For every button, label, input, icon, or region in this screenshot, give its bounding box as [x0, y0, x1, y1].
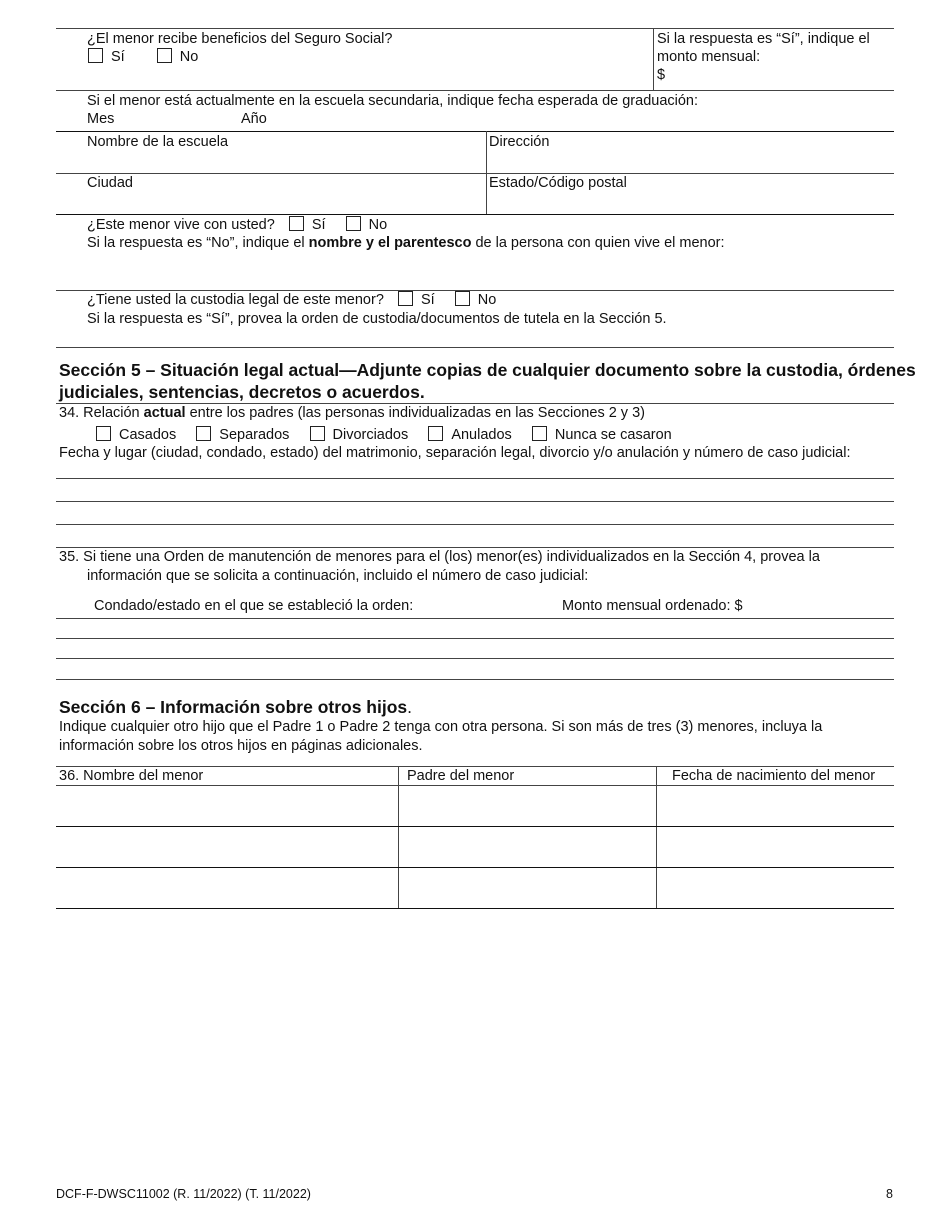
table-cell-child-name[interactable]	[56, 869, 398, 908]
ss-no-checkbox[interactable]	[157, 48, 172, 63]
lives-with-row	[87, 216, 387, 234]
custody-question: ¿Tiene usted la custodia legal de este menor?	[87, 292, 384, 308]
row-divider	[56, 214, 894, 215]
support-order-line[interactable]	[56, 618, 894, 619]
section6-title	[59, 696, 412, 718]
row-divider	[56, 347, 894, 348]
ss-yes-checkbox[interactable]	[88, 48, 103, 63]
ss-no-label: No	[179, 49, 199, 65]
custody-row	[87, 291, 496, 309]
custody-yes-checkbox[interactable]	[398, 291, 413, 306]
custody-no-checkbox[interactable]	[455, 291, 470, 306]
q34-label	[59, 404, 645, 422]
column-header-child-name: 36. Nombre del menor	[59, 768, 204, 784]
section6-title-text: Sección 6 – Información sobre otros hijos	[59, 697, 408, 717]
option-separados-checkbox[interactable]	[196, 426, 211, 441]
page-number: 8	[886, 1187, 893, 1201]
custody-no-label: No	[477, 292, 497, 308]
section6-desc-line1: Indique cualquier otro hijo que el Padre 1 o Padre 2 tenga con otra persona. Si son más de tres (3) menores, incluya la	[59, 719, 823, 735]
custody-yes-label: Sí	[420, 292, 435, 308]
graduation-month-field[interactable]: Mes	[87, 111, 115, 127]
option-divorciados-checkbox[interactable]	[310, 426, 325, 441]
monthly-ordered-field[interactable]: Monto mensual ordenado: $	[562, 598, 743, 614]
high-school-question: Si el menor está actualmente en la escuela secundaria, indique fecha esperada de graduación:	[87, 93, 699, 109]
table-row-border	[56, 867, 894, 868]
support-order-line[interactable]	[56, 679, 894, 680]
option-label: Separados	[219, 427, 290, 443]
followup-text: Si la respuesta es “No”, indique el	[87, 235, 309, 251]
table-cell-parent[interactable]	[399, 869, 656, 908]
lives-with-followup	[87, 234, 725, 252]
table-cell-parent[interactable]	[399, 786, 656, 826]
county-state-field[interactable]: Condado/estado en el que se estableció la orden:	[94, 598, 414, 614]
table-row-border	[56, 826, 894, 827]
table-cell-parent[interactable]	[399, 828, 656, 867]
q35-line1: 35. Si tiene una Orden de manutención de menores para el (los) menor(es) individualizados en la Sección 4, provea la	[59, 549, 820, 565]
table-cell-birthdate[interactable]	[657, 786, 894, 826]
marriage-details-line[interactable]	[56, 478, 894, 479]
q34-bold: actual	[143, 405, 186, 421]
section5-title-line2: judiciales, sentencias, decretos o acuerdos.	[59, 382, 425, 402]
row-divider	[56, 131, 894, 132]
marriage-details-line[interactable]	[56, 524, 894, 525]
option-anulados-checkbox[interactable]	[428, 426, 443, 441]
form-id: DCF-F-DWSC11002 (R. 11/2022) (T. 11/2022)	[56, 1187, 311, 1201]
lives-with-yes-label: Sí	[311, 217, 326, 233]
q34-text: 34. Relación	[59, 405, 144, 421]
ss-yes-label: Sí	[111, 49, 125, 65]
lives-with-no-checkbox[interactable]	[346, 216, 361, 231]
lives-with-no-label: No	[368, 217, 388, 233]
support-order-line[interactable]	[56, 638, 894, 639]
monthly-amount-label-1: Si la respuesta es “Sí”, indique el	[657, 31, 870, 47]
social-security-options	[88, 48, 198, 66]
marriage-details-label: Fecha y lugar (ciudad, condado, estado) del matrimonio, separación legal, divorcio y/o anulación y número de caso judicial:	[59, 445, 851, 461]
school-name-field[interactable]: Nombre de la escuela	[87, 134, 229, 150]
section5-title-line1: Sección 5 – Situación legal actual—Adjunte copias de cualquier documento sobre la custodia, órdenes	[59, 360, 916, 380]
graduation-year-field[interactable]: Año	[241, 111, 267, 127]
lives-with-question: ¿Este menor vive con usted?	[87, 217, 275, 233]
option-label: Nunca se casaron	[554, 427, 672, 443]
social-security-question: ¿El menor recibe beneficios del Seguro Social?	[87, 31, 393, 47]
row-divider	[56, 90, 894, 91]
section6-desc-line2: información sobre los otros hijos en páginas adicionales.	[59, 738, 423, 754]
section6-title-period: .	[407, 697, 413, 717]
row-divider	[56, 28, 894, 29]
table-cell-birthdate[interactable]	[657, 828, 894, 867]
support-order-line[interactable]	[56, 658, 894, 659]
column-divider	[653, 28, 654, 90]
custody-followup: Si la respuesta es “Sí”, provea la orden de custodia/documentos de tutela en la Sección 5.	[87, 311, 667, 327]
lives-with-yes-checkbox[interactable]	[289, 216, 304, 231]
monthly-amount-dollar[interactable]: $	[657, 67, 666, 83]
option-label: Casados	[119, 427, 177, 443]
table-cell-birthdate[interactable]	[657, 869, 894, 908]
option-label: Anulados	[451, 427, 512, 443]
relationship-options	[96, 426, 672, 444]
school-address-field[interactable]: Dirección	[489, 134, 550, 150]
column-header-parent: Padre del menor	[407, 768, 515, 784]
option-casados-checkbox[interactable]	[96, 426, 111, 441]
table-cell-child-name[interactable]	[56, 828, 398, 867]
q34-text-end: entre los padres (las personas individualizadas en las Secciones 2 y 3)	[185, 405, 645, 421]
option-label: Divorciados	[332, 427, 409, 443]
marriage-details-line[interactable]	[56, 501, 894, 502]
q35-line2: información que se solicita a continuación, incluido el número de caso judicial:	[87, 568, 589, 584]
table-cell-child-name[interactable]	[56, 786, 398, 826]
table-bottom-border	[56, 908, 894, 909]
column-header-birthdate: Fecha de nacimiento del menor	[672, 768, 876, 784]
monthly-amount-label-2: monto mensual:	[657, 49, 761, 65]
row-divider	[56, 173, 894, 174]
followup-text-end: de la persona con quien vive el menor:	[471, 235, 725, 251]
state-zip-field[interactable]: Estado/Código postal	[489, 175, 627, 191]
followup-bold: nombre y el parentesco	[308, 235, 472, 251]
city-field[interactable]: Ciudad	[87, 175, 133, 191]
option-nunca-checkbox[interactable]	[532, 426, 547, 441]
